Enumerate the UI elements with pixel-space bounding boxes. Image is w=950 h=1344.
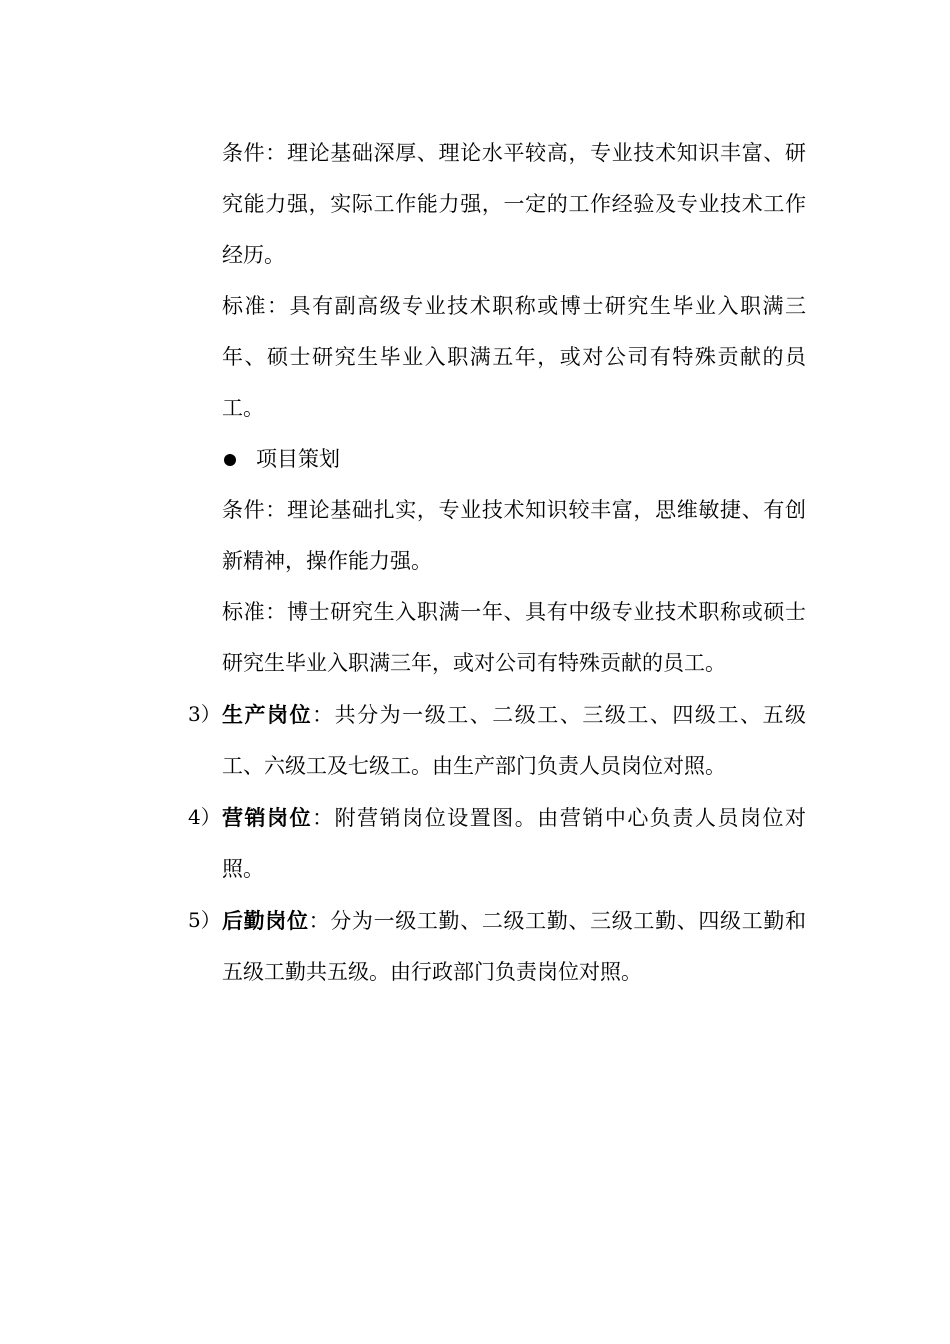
- bullet-label: 项目策划: [256, 447, 340, 471]
- paragraph-standard-1: 标准：具有副高级专业技术职称或博士研究生毕业入职满三年、硕士研究生毕业入职满五年，或对公司有特殊贡献的员工。: [222, 294, 806, 420]
- bullet-icon: [224, 454, 236, 466]
- list-number: 5）: [188, 908, 221, 932]
- list-number: 4）: [188, 805, 221, 829]
- list-item-title: 后勤岗位: [222, 908, 309, 933]
- list-item-title: 营销岗位: [222, 805, 313, 830]
- document-body: [188, 128, 807, 998]
- list-item-production-post: [188, 689, 807, 792]
- list-item-text: ：分为一级工勤、二级工勤、三级工勤、四级工勤和五级工勤共五级。由行政部门负责岗位对照。: [222, 909, 807, 984]
- list-number: 3）: [188, 702, 221, 726]
- list-item-marketing-post: [188, 792, 807, 895]
- bullet-item-project-planning: [222, 434, 806, 485]
- list-item-text: ：共分为一级工、二级工、三级工、四级工、五级工、六级工及七级工。由生产部门负责人员岗位对照。: [222, 703, 807, 778]
- list-item-logistics-post: [188, 895, 807, 998]
- list-item-text: ：附营销岗位设置图。由营销中心负责人员岗位对照。: [222, 806, 807, 881]
- paragraph-conditions-2: 条件：理论基础扎实，专业技术知识较丰富，思维敏捷、有创新精神，操作能力强。: [222, 498, 806, 573]
- list-item-title: 生产岗位: [222, 702, 313, 727]
- paragraph-conditions-1: 条件：理论基础深厚、理论水平较高，专业技术知识丰富、研究能力强，实际工作能力强，一定的工作经验及专业技术工作经历。: [222, 141, 806, 267]
- paragraph-standard-2: 标准：博士研究生入职满一年、具有中级专业技术职称或硕士研究生毕业入职满三年，或对公司有特殊贡献的员工。: [222, 600, 806, 675]
